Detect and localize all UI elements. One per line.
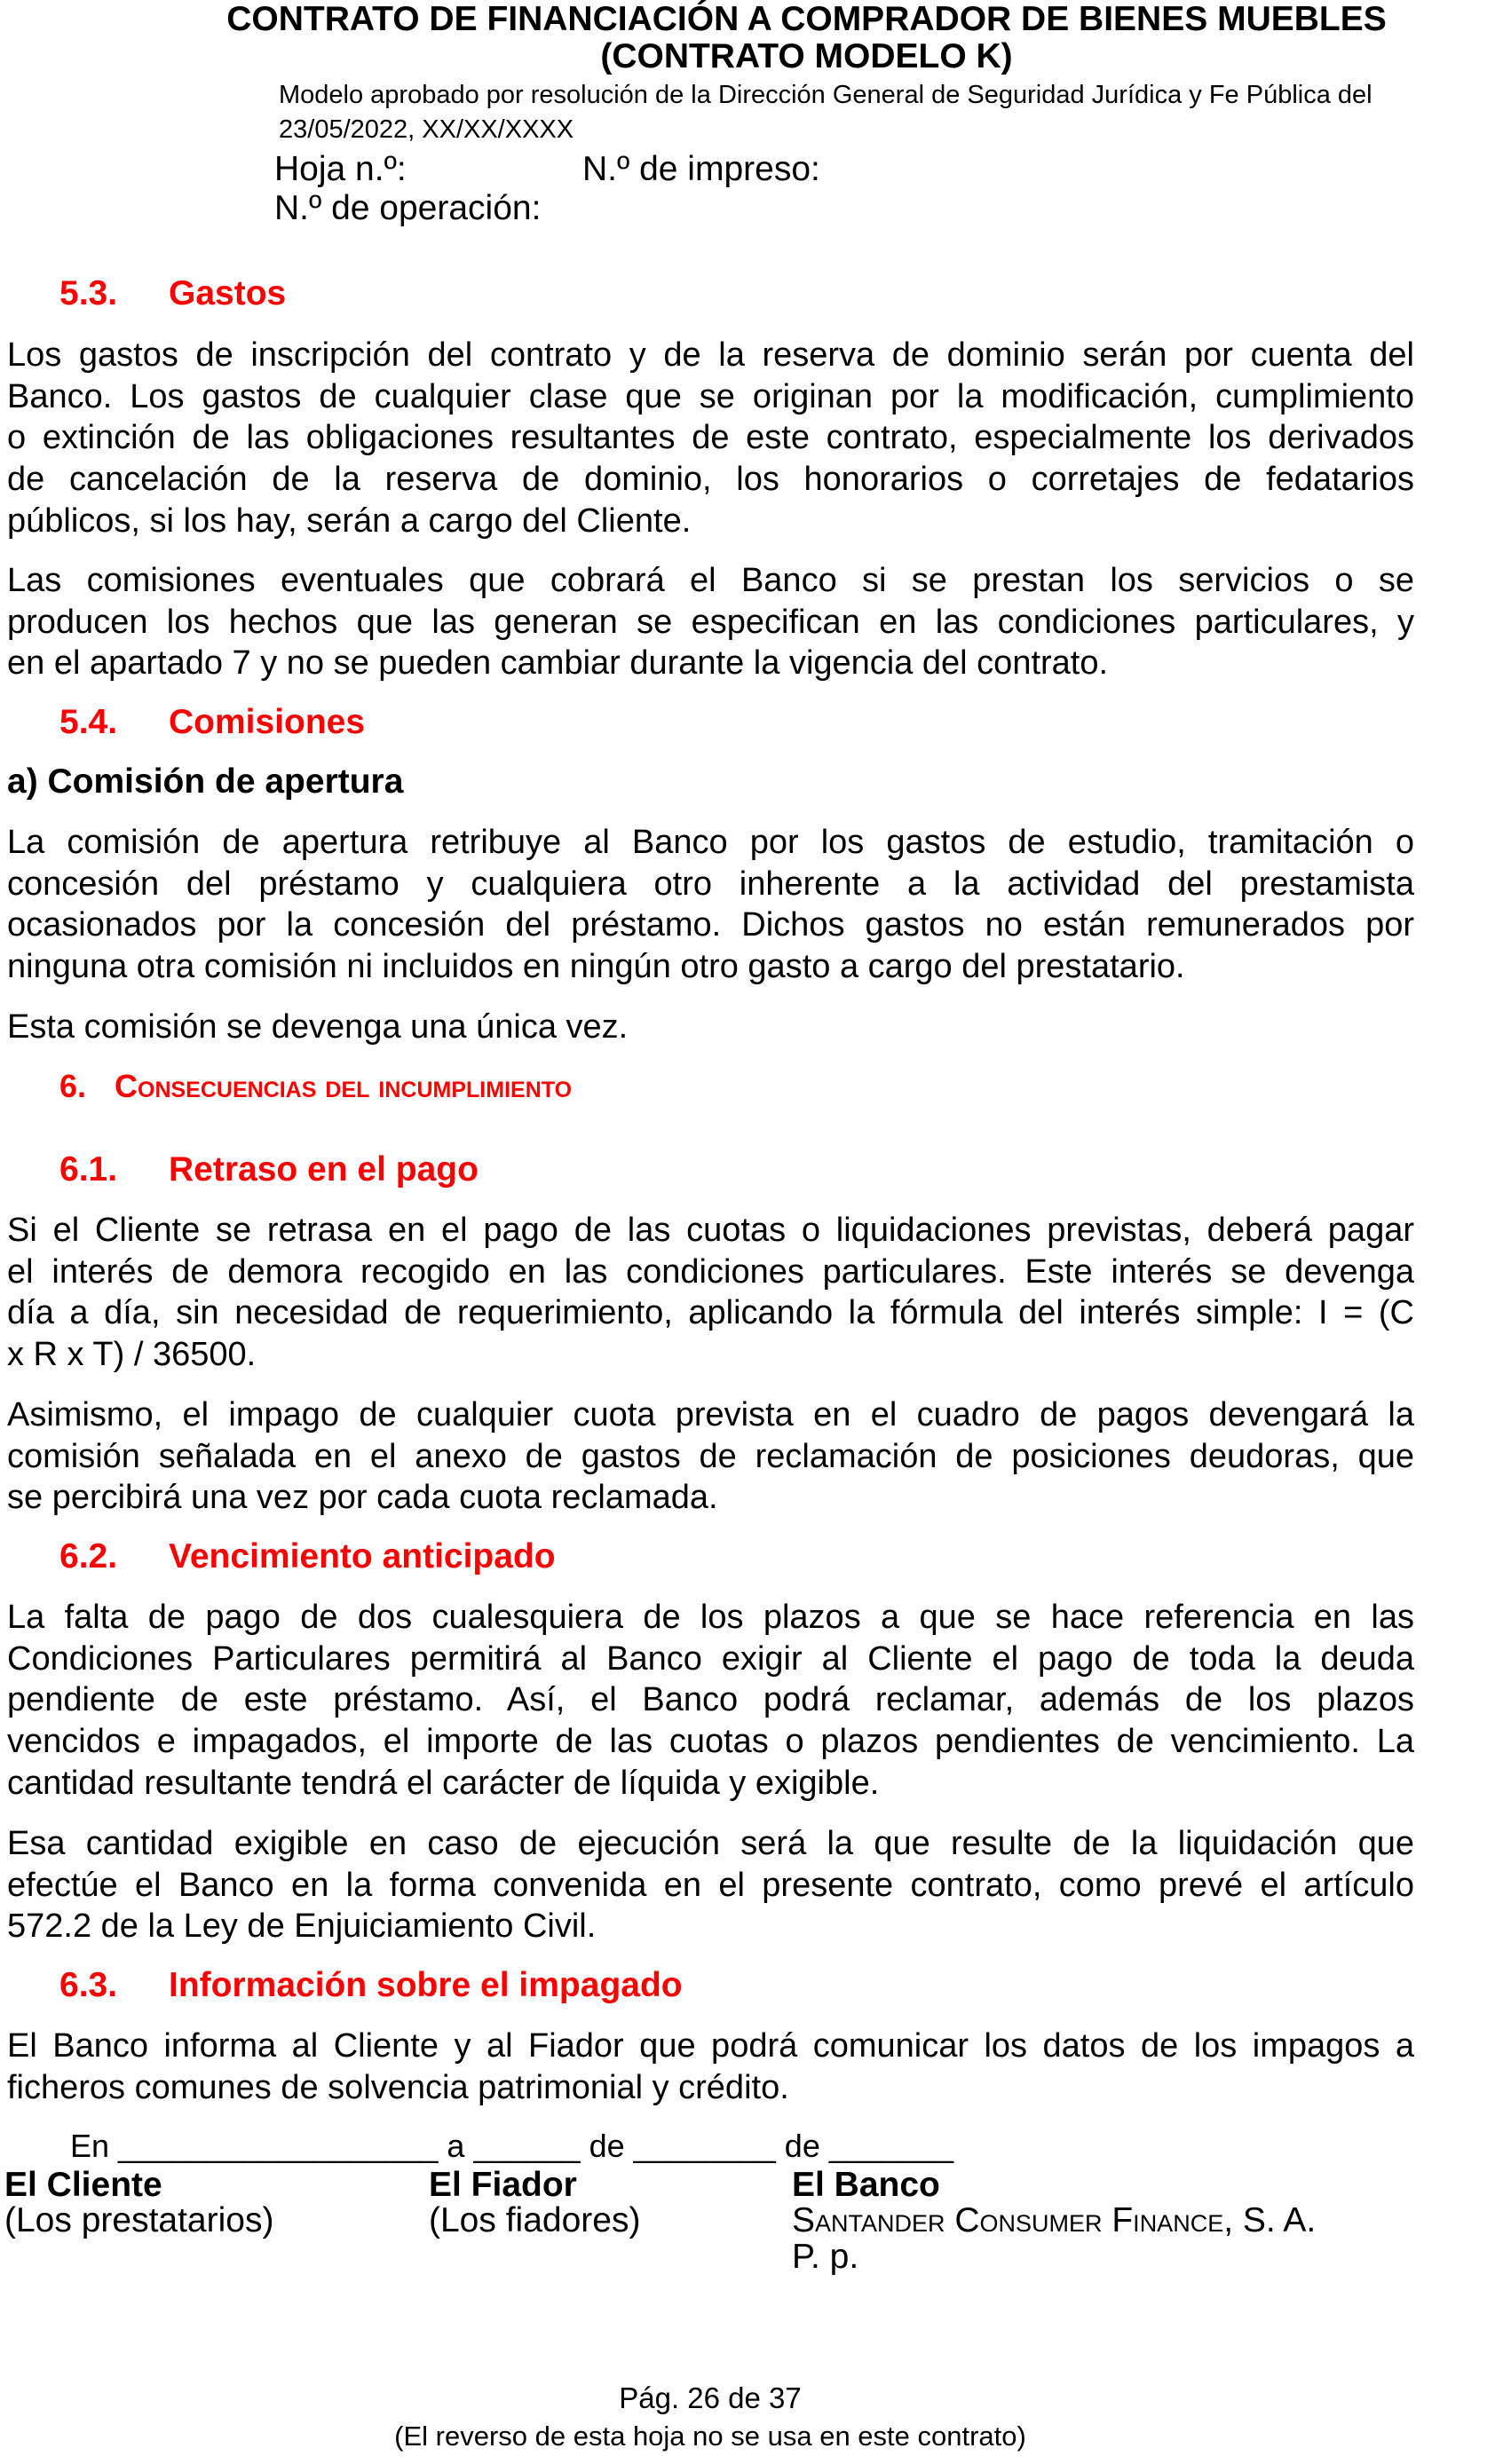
title-line-1: CONTRATO DE FINANCIACIÓN A COMPRADOR DE BIENES MUEBLES [226,0,1387,38]
title-line-2: (CONTRATO MODELO K) [600,37,1013,75]
section-title: Consecuencias del incumplimiento [115,1068,573,1104]
paragraph-line: efectúe el Banco en la forma convenida en el presente contrato, como prevé el artículo [7,1866,1414,1904]
guarantor-signature-title: El Fiador [429,2166,577,2204]
section-title: Información sobre el impagado [169,1966,683,2004]
bank-signature-name: Santander Consumer Finance, S. A. [792,2201,1317,2239]
section-number: 6.2. [59,1537,118,1576]
section-title: Vencimiento anticipado [169,1537,556,1576]
paragraph-vencimiento-2 [7,1823,1414,1947]
paragraph-line: El Banco informa al Cliente y al Fiador que podrá comunicar los datos de los impagos a [7,2027,1414,2065]
section-title: Gastos [169,274,287,312]
paragraph-line: La falta de pago de dos cualesquiera de los plazos a que se hace referencia en las [7,1599,1414,1636]
page-number: Pág. 26 de 37 [619,2381,802,2414]
operation-number-label: N.º de operación: [274,189,542,227]
paragraph-line: de cancelación de la reserva de dominio, los honorarios o corretajes de fedatarios [7,461,1414,499]
paragraph-line: producen los hechos que las generan se especifican en las condiciones particulares, y [7,603,1414,641]
paragraph-line: Esta comisión se devenga una única vez. [7,1008,629,1046]
model-approval-line-1: Modelo aprobado por resolución de la Dirección General de Seguridad Jurídica y Fe Pública del [279,81,1372,109]
section-number: 6.1. [59,1150,118,1189]
guarantor-signature-sub: (Los fiadores) [429,2201,641,2239]
paragraph-line: ocasionados por la concesión del préstamo. Dichos gastos no están remunerados por [7,906,1414,944]
paragraph-line: Esa cantidad exigible en caso de ejecución será la que resulte de la liquidación que [7,1825,1414,1862]
paragraph-line: cantidad resultante tendrá el carácter de líquida y exigible. [7,1764,880,1802]
paragraph-line: concesión del préstamo y cualquiera otro inherente a la actividad del prestamista [7,865,1414,903]
reverse-note: (El reverso de esta hoja no se usa en este contrato) [394,2421,1026,2452]
sheet-number-label: Hoja n.º: [274,150,407,188]
paragraph-line: se percibirá una vez por cada cuota reclamada. [7,1479,718,1517]
paragraph-comision-2 [7,1007,1414,1048]
paragraph-line: ficheros comunes de solvencia patrimonial y crédito. [7,2068,789,2106]
paragraph-line: día a día, sin necesidad de requerimiento, aplicando la fórmula del interés simple: I = (C [7,1294,1414,1332]
place-date-line: En __________________ a ______ de ________ de _______ [70,2128,953,2164]
paragraph-gastos-2 [7,560,1414,684]
paragraph-line: Las comisiones eventuales que cobrará el Banco si se prestan los servicios o se [7,562,1414,599]
document-title [0,0,1503,76]
section-title: Retraso en el pago [169,1150,479,1189]
paragraph-impagado [7,2026,1414,2108]
client-signature-sub: (Los prestatarios) [4,2201,274,2239]
section-title: Comisiones [169,703,366,741]
paragraph-line: el interés de demora recogido en las condiciones particulares. Este interés se devenga [7,1252,1414,1291]
paragraph-retraso-1 [7,1210,1414,1376]
paragraph-line: en el apartado 7 y no se pueden cambiar durante la vigencia del contrato. [7,644,1109,683]
print-number-label: N.º de impreso: [582,150,820,188]
paragraph-line: públicos, si los hay, serán a cargo del Cliente. [7,501,692,540]
paragraph-line: o extinción de las obligaciones resultantes de este contrato, especialmente los derivados [7,419,1414,457]
paragraph-line: comisión señalada en el anexo de gastos de reclamación de posiciones deudoras, que [7,1437,1414,1475]
section-number: 6.3. [59,1966,118,2004]
paragraph-line: Banco. Los gastos de cualquier clase que se originan por la modificación, cumplimiento [7,377,1414,415]
paragraph-line: Los gastos de inscripción del contrato y de la reserva de dominio serán por cuenta del [7,336,1414,374]
paragraph-gastos-1 [7,335,1414,541]
bank-signature-title: El Banco [792,2166,940,2204]
paragraph-line: vencidos e impagados, el importe de las cuotas o plazos pendientes de vencimiento. La [7,1723,1414,1761]
bank-signature-pp: P. p. [792,2238,859,2276]
paragraph-line: Si el Cliente se retrasa en el pago de las cuotas o liquidaciones previstas, deberá pagar [7,1212,1414,1249]
paragraph-line: La comisión de apertura retribuye al Banco por los gastos de estudio, tramitación o [7,824,1414,861]
paragraph-line: Condiciones Particulares permitirá al Banco exigir al Cliente el pago de toda la deuda [7,1639,1414,1678]
paragraph-comision-1 [7,822,1414,988]
section-number: 5.3. [59,274,118,312]
section-number: 5.4. [59,703,118,741]
paragraph-line: pendiente de este préstamo. Así, el Banco podrá reclamar, además de los plazos [7,1681,1414,1719]
section-number: 6. [59,1068,87,1104]
paragraph-line: 572.2 de la Ley de Enjuiciamiento Civil. [7,1907,597,1946]
paragraph-line: Asimismo, el impago de cualquier cuota prevista en el cuadro de pagos devengará la [7,1396,1414,1433]
paragraph-line: x R x T) / 36500. [7,1336,257,1374]
paragraph-retraso-2 [7,1394,1414,1519]
client-signature-title: El Cliente [4,2166,162,2204]
subsection-comision-apertura: a) Comisión de apertura [7,762,404,801]
model-approval-line-2: 23/05/2022, XX/XX/XXXX [279,115,574,144]
paragraph-vencimiento-1 [7,1597,1414,1804]
paragraph-line: ninguna otra comisión ni incluidos en ningún otro gasto a cargo del prestatario. [7,948,1185,986]
